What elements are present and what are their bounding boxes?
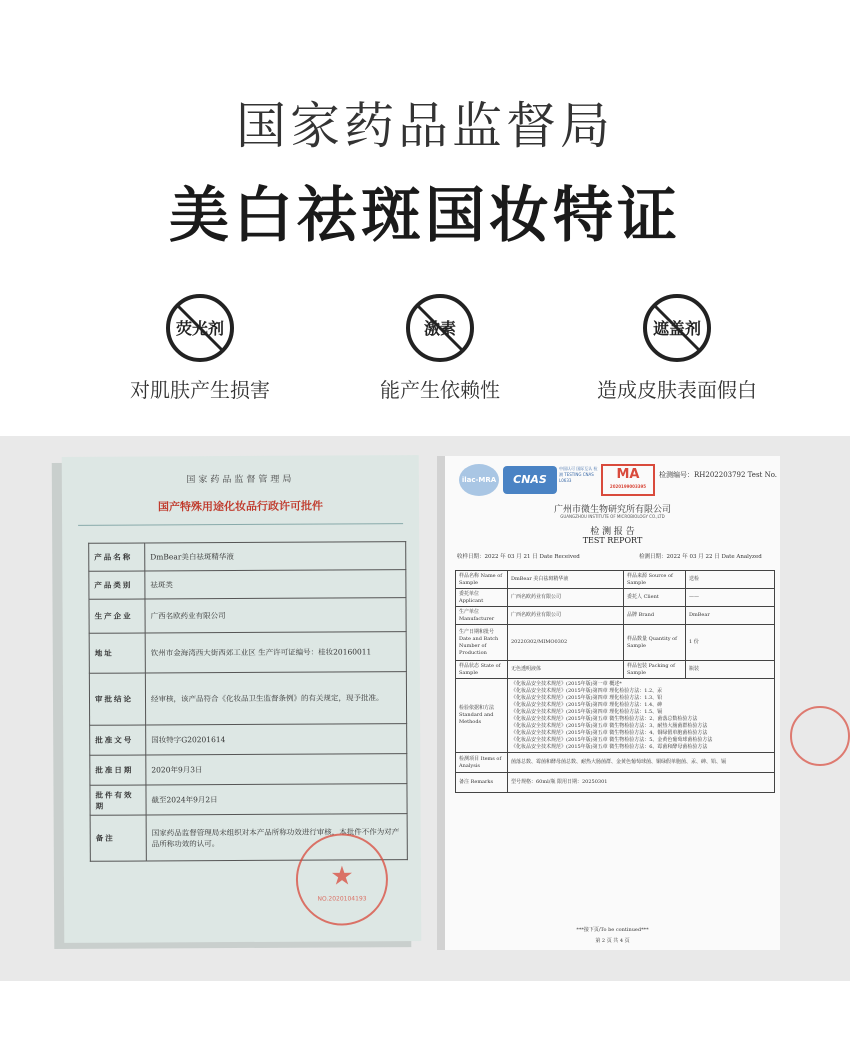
method-line: 《化妆品安全技术规范》(2015年版)第四章 理化检验方法：1.5、镉 [511, 708, 663, 715]
report-key: 生产日期和批号 Date and Batch Number of Production [456, 625, 508, 661]
report-key: 检验依据和方法 Standard and Methods [456, 679, 508, 753]
report-title: 检 测 报 告 [590, 527, 635, 537]
continued-note: ***接下页/To be continued*** [576, 927, 649, 933]
cert-table [88, 541, 408, 862]
report-value: 广西名欧药业有限公司 [508, 589, 624, 607]
cert-title: 国产特殊用途化妆品行政许可批件 [157, 499, 324, 514]
report-key: 委托单位 Applicant [456, 589, 508, 607]
table-row [89, 542, 406, 572]
methods-list [508, 679, 775, 753]
table-row [90, 784, 407, 816]
report-key: 品牌 Brand [624, 607, 686, 625]
header-section [0, 0, 850, 440]
page-number: 第 2 页 共 4 页 [595, 938, 630, 944]
date-received: 收样日期：2022 年 03 月 21 日 Date Received [457, 554, 580, 560]
report-value: —— [686, 589, 775, 607]
warning-desc: 对肌肤产生损害 [130, 378, 270, 402]
report-value: 无色透明液体 [508, 661, 624, 679]
institute-name: 广州市微生物研究所有限公司 [553, 505, 671, 515]
cert-value: 2020年9月3日 [146, 754, 407, 785]
warning-icon-label: 激素 [423, 319, 456, 338]
table-row [456, 607, 775, 625]
report-number: 检测编号：RH202203792 Test No. [659, 471, 778, 479]
table-row [89, 598, 406, 634]
report-key: 样品来源 Source of Sample [624, 571, 686, 589]
report-key: 检测项目 Items of Analysis [456, 753, 508, 773]
cert-key: 生产企业 [89, 599, 145, 633]
cert-key: 批准文号 [90, 725, 146, 755]
report-table [455, 570, 775, 793]
report-value: 1 份 [686, 625, 775, 661]
cma-number: 2020199003395 [609, 484, 647, 489]
report-key: 样品状态 State of Sample [456, 661, 508, 679]
cert-key: 批准日期 [90, 755, 146, 785]
institute-name-en: GUANGZHOU INSTITUTE OF MICROBIOLOGY CO.,LTD [560, 514, 665, 519]
warning-icon-label: 遮盖剂 [652, 319, 701, 338]
cert-value: 广西名欧药业有限公司 [145, 598, 406, 633]
cert-value: 祛斑类 [145, 570, 406, 599]
cert-key: 产品名称 [89, 543, 145, 571]
star-icon: ★ [330, 861, 354, 892]
cnas-logo: CNAS [503, 466, 557, 494]
accreditation-logos [459, 464, 659, 496]
ilac-logo: ilac-MRA [459, 464, 499, 496]
cert-value: 经审核，该产品符合《化妆品卫生监督条例》的有关规定，现予批准。 [145, 672, 406, 725]
report-value: 瓶装 [686, 661, 775, 679]
cert-key: 审批结论 [89, 673, 145, 725]
cert-value: DmBear美白祛斑精华液 [145, 542, 406, 571]
table-row [90, 724, 407, 756]
warning-item-fluorescent [100, 292, 300, 403]
report-key: 委托人 Client [624, 589, 686, 607]
report-value: 菌落总数、霉菌和酵母菌总数、耐热大肠菌群、金黄色葡萄球菌、铜绿假单胞菌、汞、砷、铅、镉 [508, 753, 775, 773]
table-row [90, 754, 407, 786]
warning-item-hormone [340, 292, 540, 403]
table-row [89, 632, 406, 674]
report-value: 20220302/MIMO0302 [508, 625, 624, 661]
report-value: DmBear 美白祛斑精华液 [508, 571, 624, 589]
title-line1: 国家药品监督局 [236, 97, 614, 155]
table-row [456, 773, 775, 793]
report-value: 型号规格：60ml/瓶 限用日期：20250301 [508, 773, 775, 793]
method-line: 《化妆品安全技术规范》(2015年版)第五章 微生物检验方法：4、铜绿假单胞菌检验方法 [511, 729, 708, 736]
cert-key: 批件有效期 [90, 785, 146, 815]
cert-org: 国家药品监督管理局 [186, 474, 295, 486]
table-row [456, 625, 775, 661]
seal-number: NO.2020104193 [317, 895, 367, 903]
cert-value: 国家药品监督管理局未组织对本产品所称功效进行审核，本批件不作为对产品所称功效的认可。 [146, 814, 407, 861]
method-line: 《化妆品安全技术规范》(2015年版)第五章 微生物检验方法：2、菌落总数检验方法 [511, 715, 698, 722]
title-line2: 美白祛斑国妆特证 [169, 181, 681, 251]
table-row [456, 753, 775, 773]
test-report [445, 456, 780, 950]
report-title-en: TEST REPORT [582, 536, 643, 545]
warning-item-concealer [577, 292, 777, 403]
cnas-logo-text: 中国认可 国际互认 检测 TESTING CNAS L0633 [559, 466, 598, 483]
table-row [456, 571, 775, 589]
cert-key: 地址 [89, 633, 145, 673]
report-value: DmBear [686, 607, 775, 625]
method-line: 《化妆品安全技术规范》(2015年版)第一章 概述* [511, 680, 622, 687]
cert-value: 钦州市金海湾西大街西郊工业区 生产许可证编号：桂妆20160011 [145, 632, 406, 673]
cma-logo-mark: MA [616, 467, 640, 482]
prohibited-icon [164, 292, 236, 364]
cert-value: 国妆特字G20201614 [146, 724, 407, 755]
report-seal [790, 706, 850, 766]
warning-desc: 造成皮肤表面假白 [597, 378, 757, 402]
warning-desc: 能产生依赖性 [380, 378, 500, 402]
table-row [456, 679, 775, 753]
table-row [89, 672, 406, 726]
divider [78, 523, 403, 526]
report-value: 送检 [686, 571, 775, 589]
table-row [456, 589, 775, 607]
report-key: 样品名称 Name of Sample [456, 571, 508, 589]
bottom-spacer [0, 981, 850, 1039]
table-row [89, 570, 406, 600]
cert-value: 截至2024年9月2日 [146, 784, 407, 815]
cert-key: 备注 [90, 815, 146, 861]
cert-key: 产品类别 [89, 571, 145, 599]
approval-certificate [62, 455, 422, 943]
report-key: 样品数量 Quantity of Sample [624, 625, 686, 661]
official-seal [296, 833, 388, 925]
prohibited-icon [641, 292, 713, 364]
method-line: 《化妆品安全技术规范》(2015年版)第五章 微生物检验方法：6、霉菌和酵母菌检验方法 [511, 743, 708, 750]
report-key: 备注 Remarks [456, 773, 508, 793]
date-analyzed: 检测日期：2022 年 03 月 22 日 Date Analyzed [639, 554, 762, 560]
method-line: 《化妆品安全技术规范》(2015年版)第四章 理化检验方法：1.3、铅 [511, 694, 663, 701]
table-row [456, 661, 775, 679]
report-key: 样品包装 Packing of Sample [624, 661, 686, 679]
cma-logo [601, 464, 655, 496]
method-line: 《化妆品安全技术规范》(2015年版)第四章 理化检验方法：1.2、汞 [511, 687, 663, 694]
method-line: 《化妆品安全技术规范》(2015年版)第五章 微生物检验方法：5、金黄色葡萄球菌检验方法 [511, 736, 713, 743]
report-value: 广西名欧药业有限公司 [508, 607, 624, 625]
prohibited-icon [404, 292, 476, 364]
method-line: 《化妆品安全技术规范》(2015年版)第五章 微生物检验方法：3、耐热大肠菌群检验方法 [511, 722, 708, 729]
report-key: 生产单位 Manufacturer [456, 607, 508, 625]
method-line: 《化妆品安全技术规范》(2015年版)第四章 理化检验方法：1.4、砷 [511, 701, 663, 708]
warning-icon-label: 荧光剂 [175, 319, 224, 338]
